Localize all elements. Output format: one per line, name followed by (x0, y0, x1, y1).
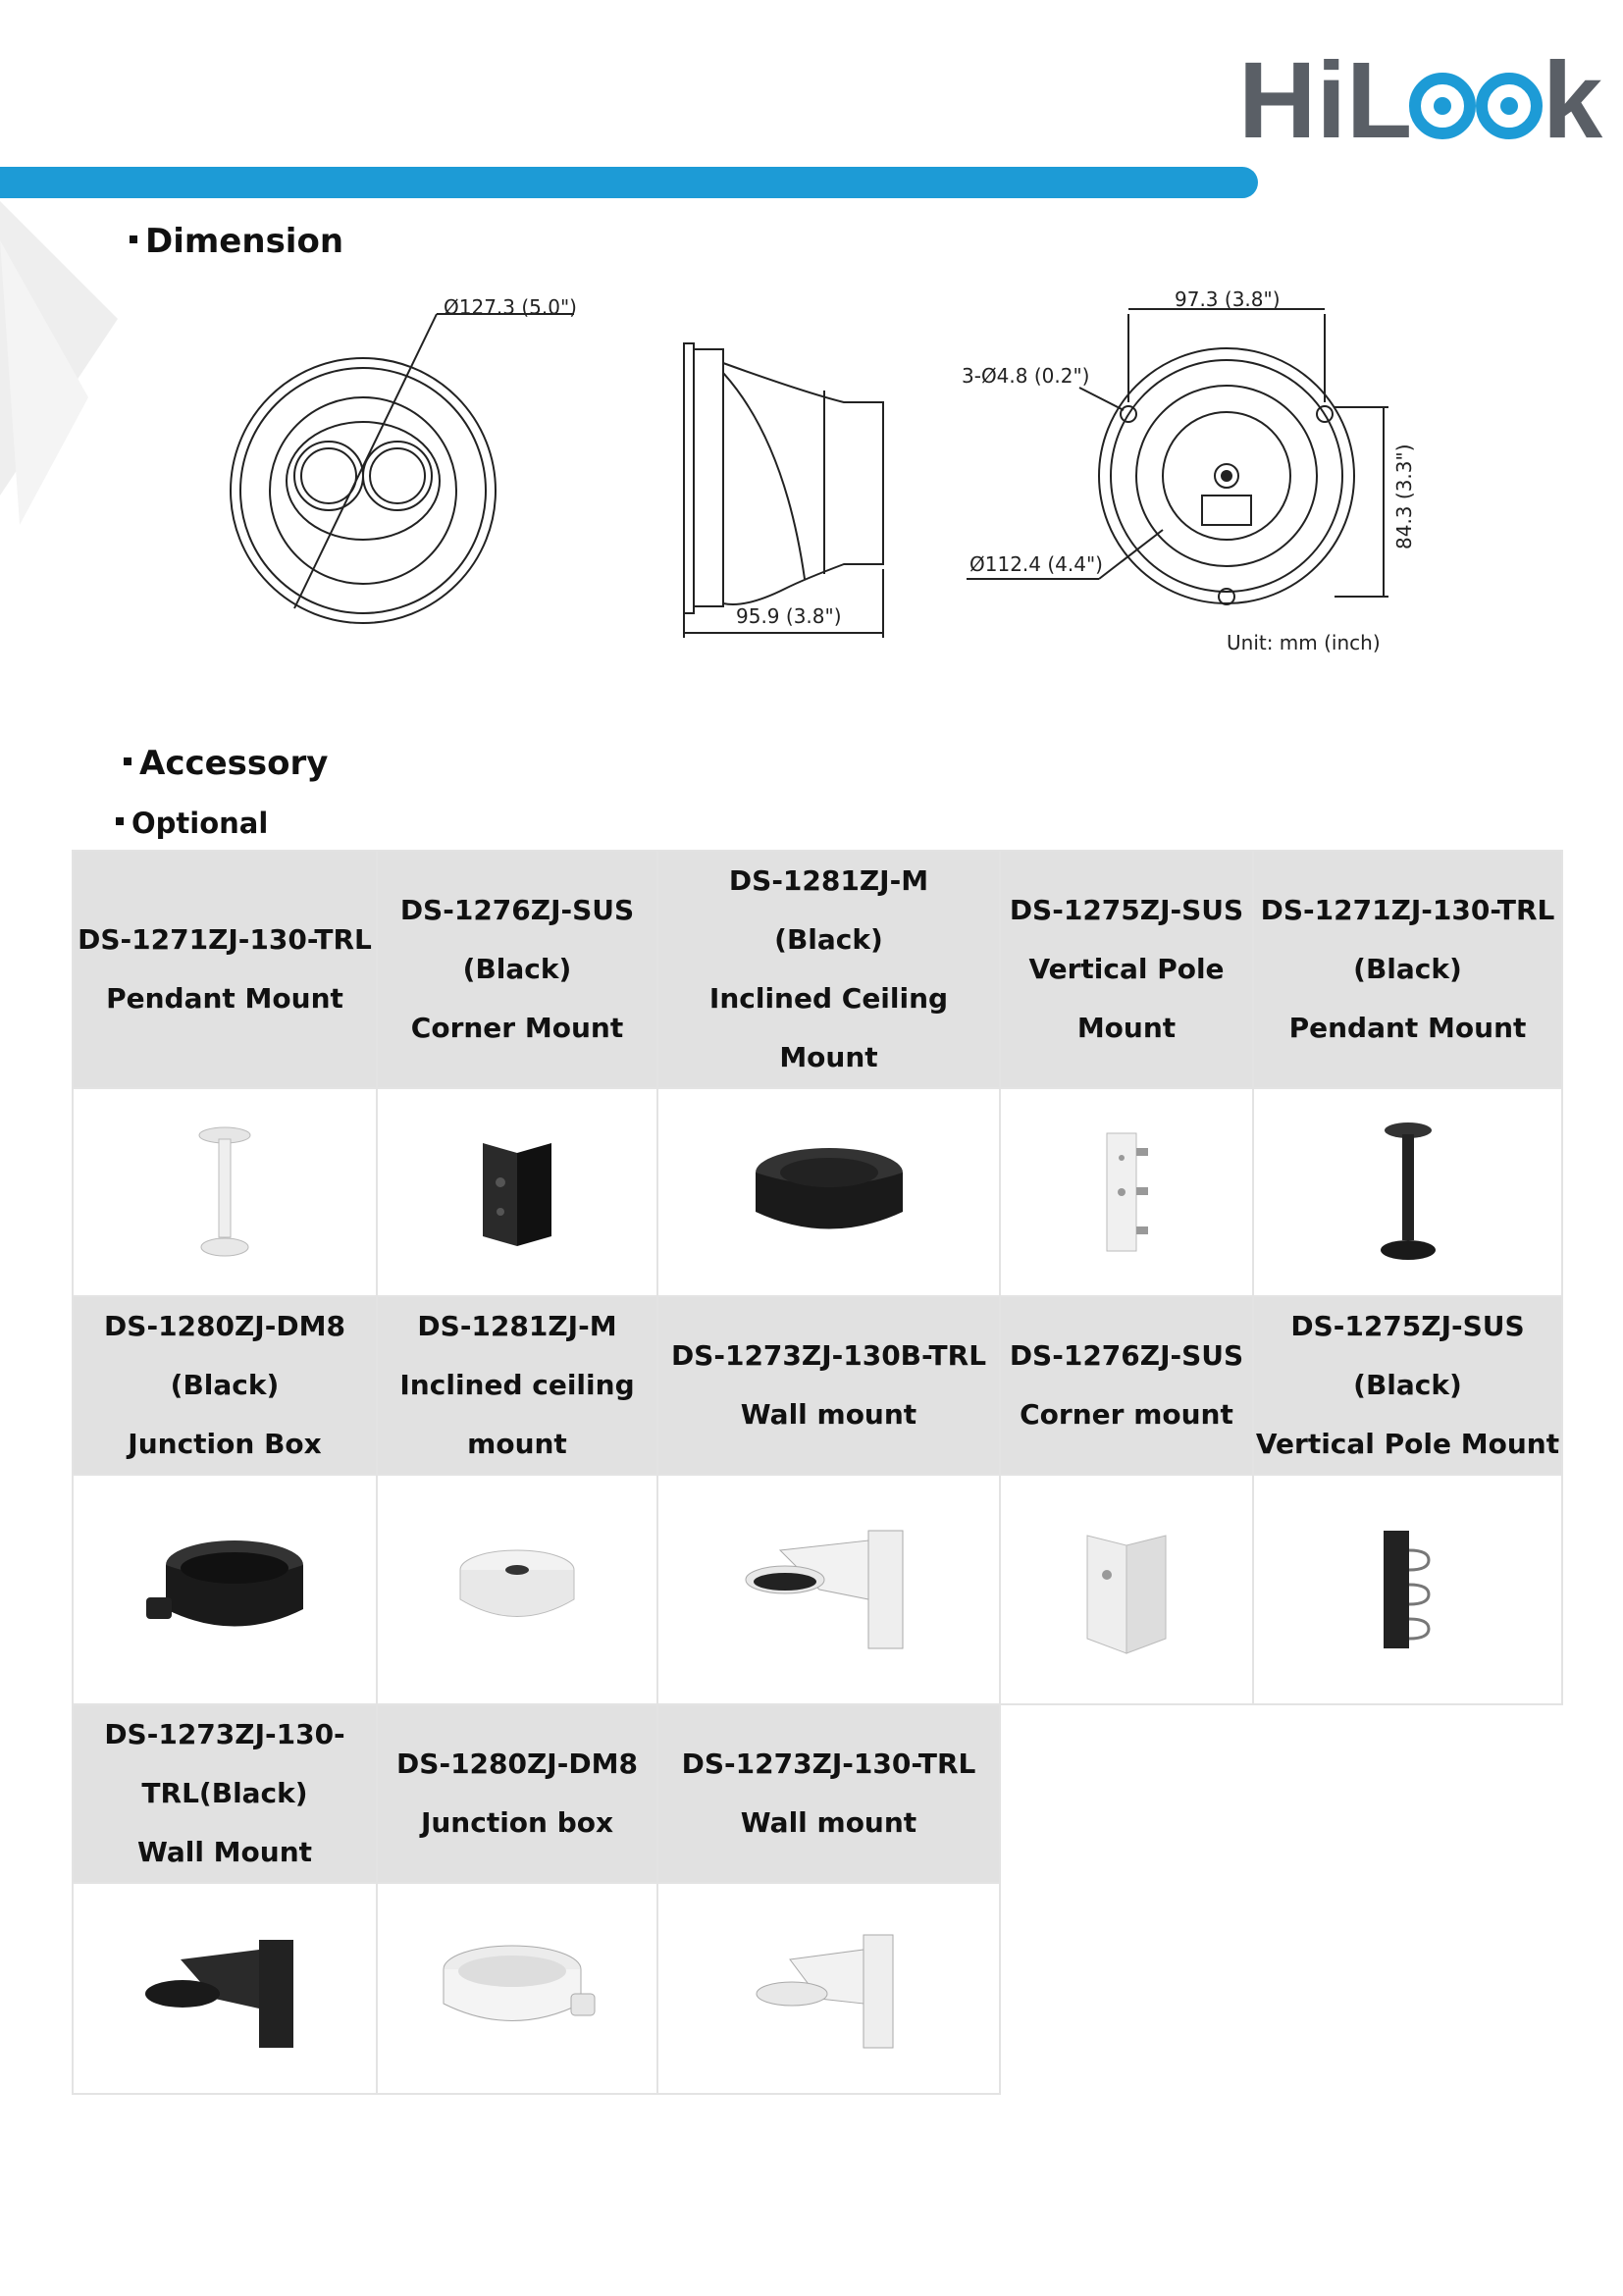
base-width-label: 97.3 (3.8") (1175, 287, 1281, 311)
junction-box-white-icon (434, 1930, 601, 2048)
base-height-label: 84.3 (3.3") (1392, 444, 1416, 549)
accessory-label: DS-1280ZJ-DM8 (Black) Junction Box (73, 1296, 377, 1475)
table-row (73, 1475, 1562, 1704)
side-view-drawing (684, 343, 883, 638)
accessory-image-cell (1253, 1088, 1562, 1296)
section-title-dimension: Dimension (130, 222, 343, 261)
vertical-pole-mount-white-icon (1087, 1128, 1166, 1256)
front-diameter-label: Ø127.3 (5.0") (444, 295, 577, 319)
inclined-ceiling-mount-black-icon (746, 1138, 913, 1246)
corner-mount-black-icon (473, 1133, 561, 1251)
accessory-label: DS-1276ZJ-SUS (Black) Corner Mount (377, 851, 657, 1088)
logo-text-hi: Hi (1238, 40, 1346, 161)
header-accent-bar (0, 167, 1258, 198)
unit-label: Unit: mm (inch) (1227, 631, 1381, 654)
accessory-image-cell (1000, 1475, 1253, 1704)
accessory-label: DS-1271ZJ-130-TRL (Black) Pendant Mount (1253, 851, 1562, 1088)
decorative-shape (0, 201, 128, 535)
inclined-ceiling-mount-white-icon (453, 1540, 581, 1639)
accessory-label: DS-1281ZJ-M Inclined ceiling mount (377, 1296, 657, 1475)
accessory-label: DS-1276ZJ-SUS Corner mount (1000, 1296, 1253, 1475)
svg-text:L: L (1346, 40, 1413, 161)
empty-cell (1000, 1704, 1562, 1883)
front-view-drawing (231, 314, 574, 623)
section-title-optional: Optional (116, 807, 268, 840)
accessory-image-cell (377, 1088, 657, 1296)
pendant-mount-black-icon (1369, 1119, 1447, 1266)
pendant-mount-white-icon (185, 1123, 264, 1261)
table-row (73, 1883, 1562, 2094)
accessory-label: DS-1275ZJ-SUS (Black) Vertical Pole Mount (1253, 1296, 1562, 1475)
table-row (73, 1704, 1562, 1883)
accessory-image-cell (73, 1883, 377, 2094)
table-row (73, 851, 1562, 1088)
junction-box-black-icon (141, 1531, 308, 1648)
accessory-image-cell (657, 1088, 1000, 1296)
wall-mount-white-small-icon (751, 1925, 908, 2053)
table-row (73, 1088, 1562, 1296)
accessory-image-cell (377, 1883, 657, 2094)
holes-label: 3-Ø4.8 (0.2") (962, 364, 1090, 388)
vertical-pole-mount-black-icon (1369, 1526, 1447, 1653)
dimension-drawings (196, 285, 1433, 677)
base-diameter-label: Ø112.4 (4.4") (969, 552, 1103, 576)
wall-mount-black-icon (141, 1925, 308, 2053)
accessory-image-cell (73, 1475, 377, 1704)
wall-mount-white-icon (741, 1521, 917, 1658)
accessory-image-cell (1000, 1088, 1253, 1296)
accessory-label: DS-1273ZJ-130-TRL Wall mount (657, 1704, 1000, 1883)
empty-cell (1000, 1883, 1562, 2094)
accessory-label: DS-1281ZJ-M (Black) Inclined Ceiling Mount (657, 851, 1000, 1088)
accessory-label: DS-1273ZJ-130- TRL(Black) Wall Mount (73, 1704, 377, 1883)
table-row (73, 1296, 1562, 1475)
accessory-label: DS-1271ZJ-130-TRL Pendant Mount (73, 851, 377, 1088)
accessory-image-cell (377, 1475, 657, 1704)
hilook-logo (1236, 39, 1603, 161)
corner-mount-white-icon (1077, 1521, 1176, 1658)
accessory-image-cell (1253, 1475, 1562, 1704)
accessory-image-cell (73, 1088, 377, 1296)
accessory-label: DS-1273ZJ-130B-TRL Wall mount (657, 1296, 1000, 1475)
accessory-image-cell (657, 1883, 1000, 2094)
side-depth-label: 95.9 (3.8") (736, 604, 842, 628)
accessory-image-cell (657, 1475, 1000, 1704)
accessory-label: DS-1275ZJ-SUS Vertical Pole Mount (1000, 851, 1253, 1088)
accessory-label: DS-1280ZJ-DM8 Junction box (377, 1704, 657, 1883)
section-title-accessory: Accessory (124, 744, 328, 783)
accessory-table (72, 850, 1563, 2095)
svg-text:k: k (1543, 40, 1603, 161)
